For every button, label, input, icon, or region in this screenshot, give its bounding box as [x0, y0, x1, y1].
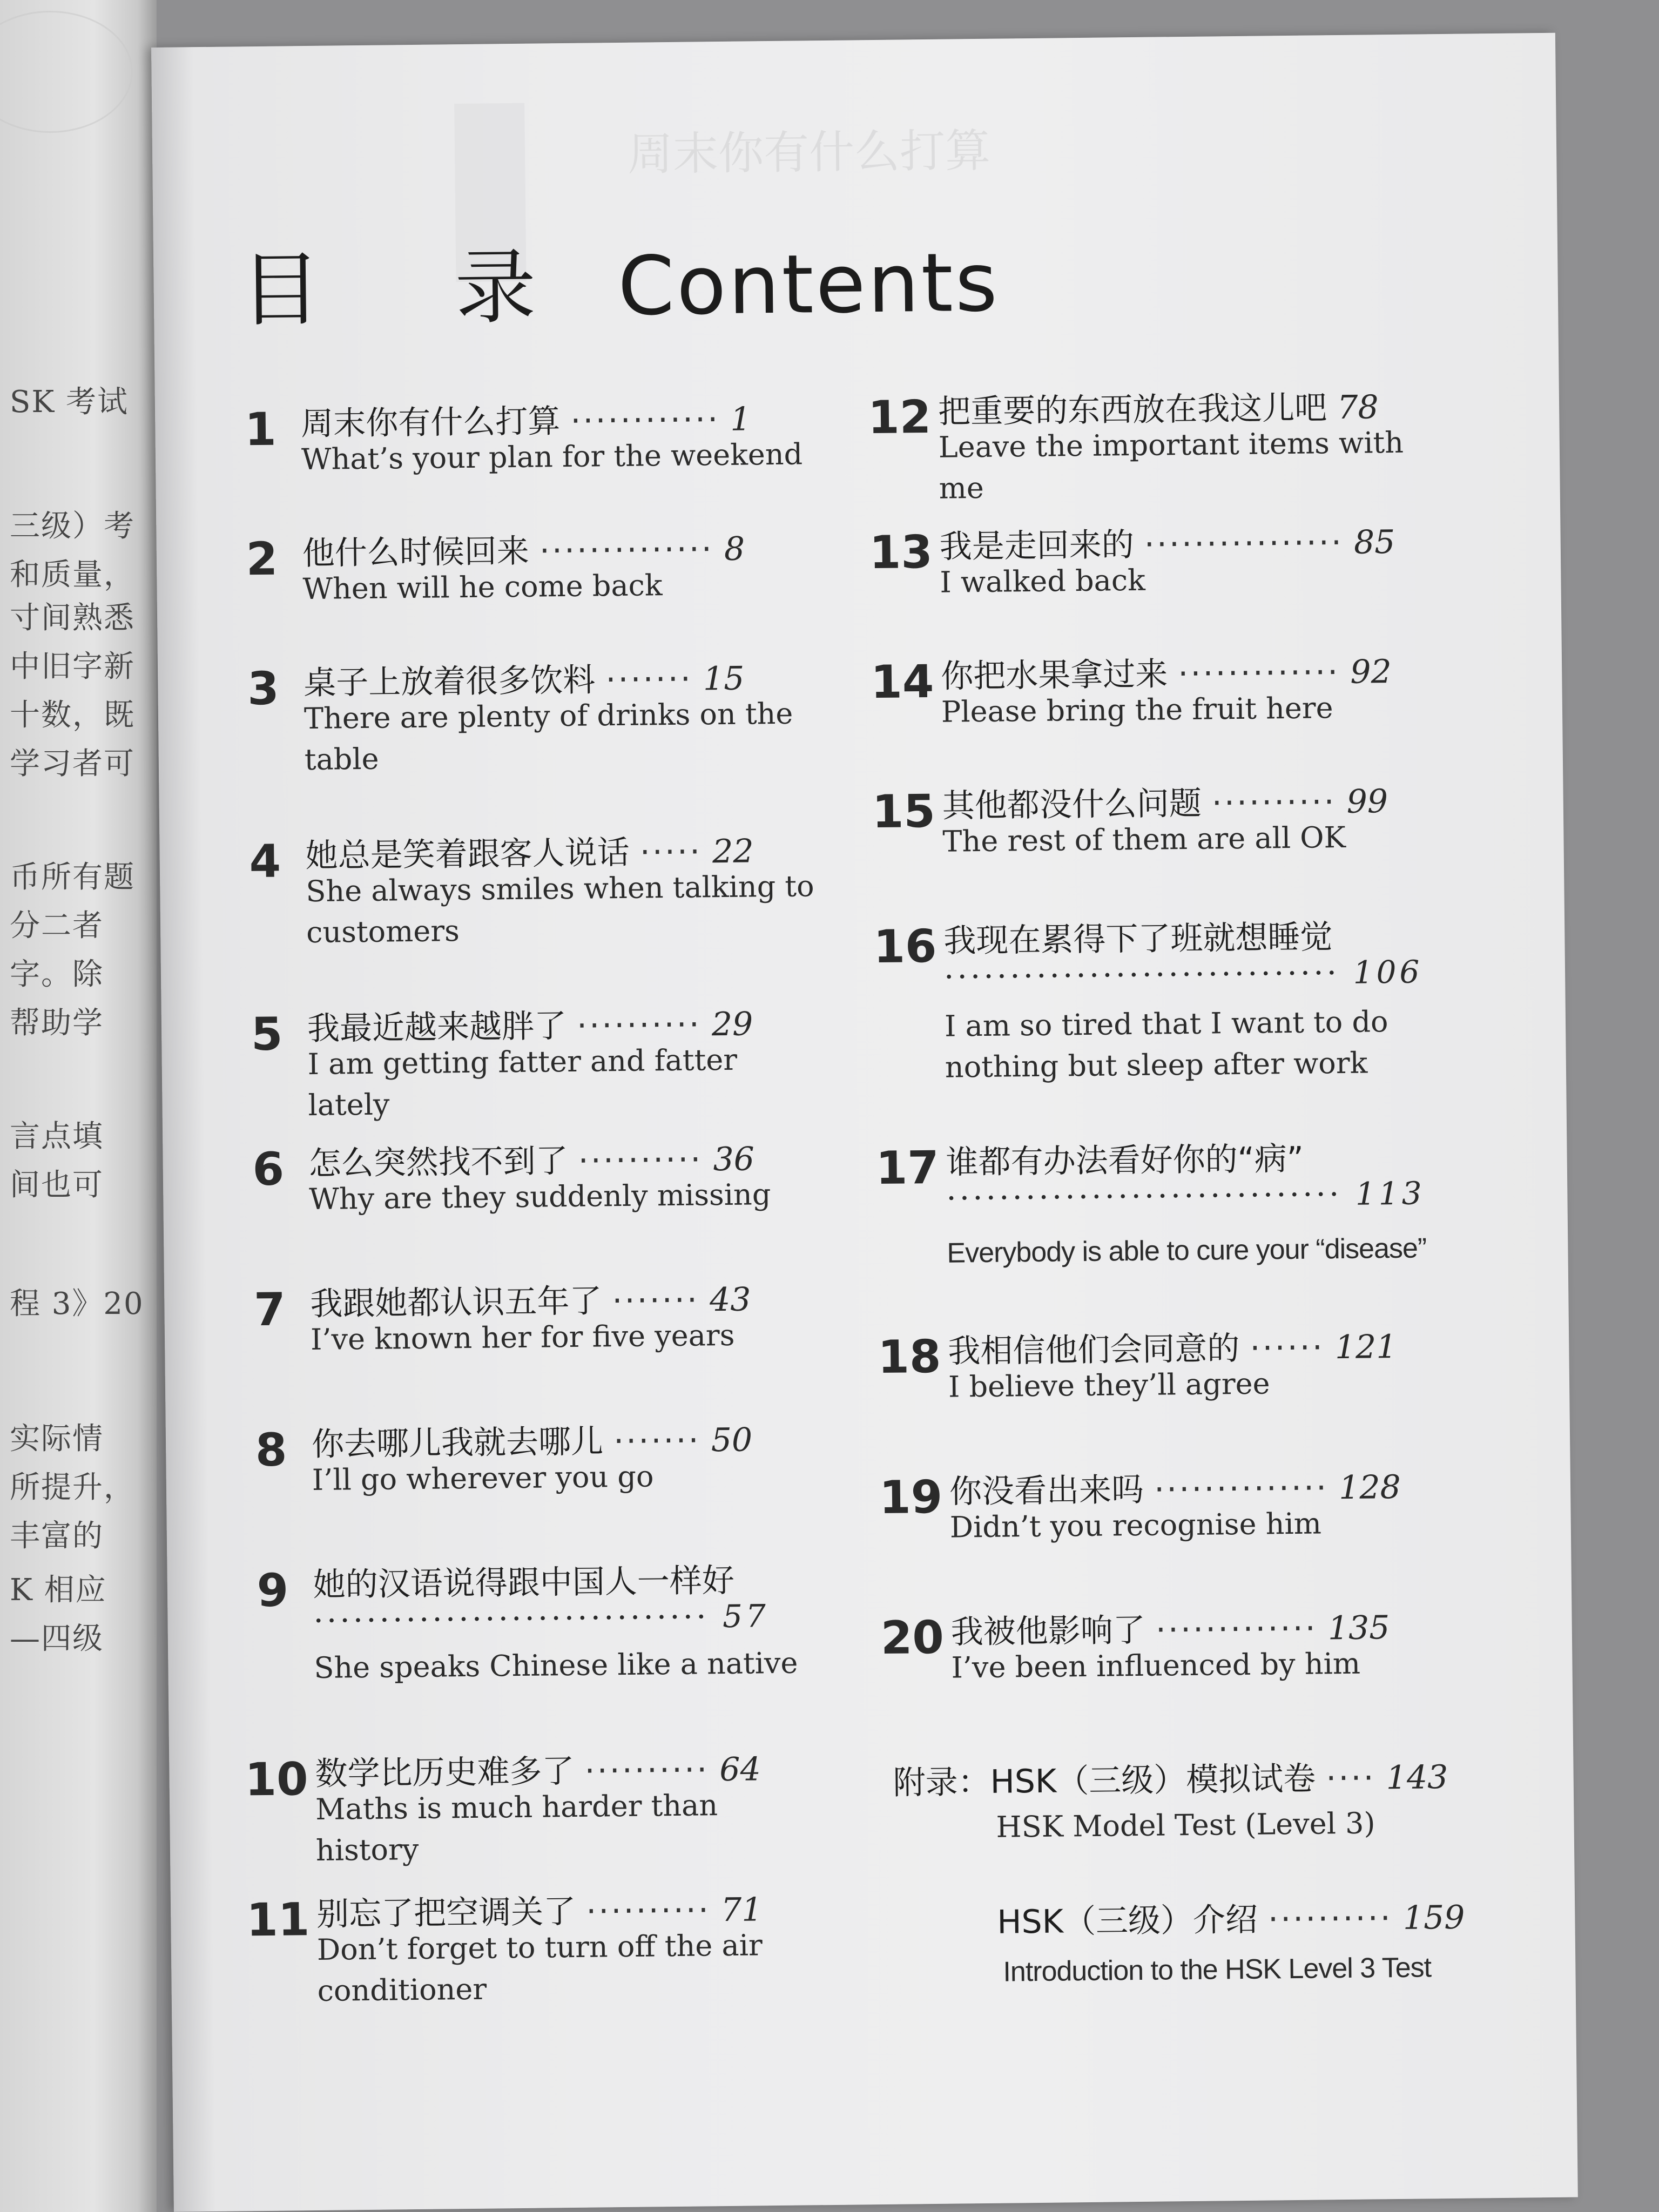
entry-number: 2: [246, 532, 278, 586]
left-page-fragment: 字。除: [10, 957, 104, 992]
toc-entry[interactable]: [872, 779, 1466, 859]
left-page-fragment: 实际情: [10, 1421, 104, 1456]
entry-chinese-title: 怎么突然找不到了 ·········· 36: [308, 1140, 755, 1183]
toc-entry[interactable]: [869, 520, 1463, 599]
page-title: [239, 217, 1000, 342]
decorative-circle: [0, 11, 133, 133]
left-page-fragment: 和质量，: [10, 557, 135, 592]
entry-number: 19: [879, 1470, 943, 1525]
title-english: Contents: [617, 235, 1000, 334]
entry-number: 14: [870, 655, 934, 709]
entry-english-title: I am getting fatter and fatter lately: [307, 1042, 738, 1123]
entry-chinese-title: 我跟她都认识五年了 ······· 43: [310, 1280, 751, 1324]
entry-chinese-title: 你没看出来吗 ·············· 128: [949, 1468, 1401, 1511]
left-page-fragment: 三级）考: [10, 509, 135, 544]
entry-english-title: Why are they suddenly missing: [309, 1177, 771, 1217]
entry-english-title: The rest of them are all OK: [942, 820, 1346, 859]
left-page-fragment: K 相应: [10, 1573, 107, 1608]
toc-entry[interactable]: [242, 1558, 837, 1685]
toc-entry[interactable]: [245, 1747, 839, 1867]
entry-number: 13: [869, 525, 933, 579]
entry-number: 12: [867, 390, 932, 444]
entry-chinese-title: 他什么时候回来 ·············· 8: [302, 530, 745, 573]
entry-english-title: Don’t forget to turn off the air conditioner: [316, 1928, 763, 2008]
toc-entry[interactable]: [240, 1277, 834, 1357]
left-page-fragment: 言点填: [10, 1119, 104, 1154]
entry-chinese-title: 她的汉语说得跟中国人一样好: [313, 1561, 735, 1604]
toc-entry[interactable]: [873, 914, 1467, 1084]
toc-entry[interactable]: [241, 1418, 835, 1498]
entry-number: 7: [253, 1283, 286, 1337]
entry-number: 3: [247, 662, 280, 716]
entry-number: 5: [251, 1007, 283, 1061]
entry-number: 18: [877, 1330, 941, 1384]
entry-chinese-title: 别忘了把空调关了 ·········· 71: [316, 1891, 763, 1933]
entry-chinese-title: 我现在累得下了班就想睡觉: [943, 918, 1333, 960]
toc-entry[interactable]: [246, 1887, 840, 2008]
entry-dot-leader: ······························ 57: [313, 1597, 770, 1640]
previous-page-edge: [0, 0, 157, 2212]
appendix-chinese-title: HSK（三级）介绍 ·········· 159: [997, 1898, 1465, 1941]
appendix-english-title: HSK Model Test (Level 3): [996, 1806, 1375, 1844]
entry-english-title: Maths is much harder than history: [315, 1788, 718, 1867]
toc-entry[interactable]: [870, 650, 1465, 729]
entry-chinese-title: 其他都没什么问题 ·········· 99: [942, 783, 1388, 825]
toc-entry[interactable]: [867, 385, 1462, 505]
entry-chinese-title: 把重要的东西放在我这儿吧 78: [938, 388, 1379, 431]
left-page-fragment: 间也可: [10, 1168, 104, 1203]
entry-chinese-title: 数学比历史难多了 ·········· 64: [315, 1750, 761, 1793]
entry-english-title: What’s your plan for the weekend: [301, 437, 803, 477]
entry-chinese-title: 你把水果拿过来 ············· 92: [940, 653, 1392, 696]
entry-chinese-title: 周末你有什么打算 ············ 1: [300, 400, 751, 443]
left-page-fragment: 十数，既: [10, 698, 135, 733]
toc-entry[interactable]: [235, 829, 829, 950]
title-chinese: 目 录: [239, 240, 591, 338]
entry-dot-leader: ······························ 113: [946, 1175, 1425, 1217]
entry-english-title: She speaks Chinese like a native: [314, 1645, 798, 1685]
entry-number: 4: [249, 834, 281, 888]
entry-number: 20: [880, 1610, 945, 1665]
contents-page: [151, 33, 1578, 2212]
entry-number: 16: [873, 919, 937, 974]
entry-english-title: Please bring the fruit here: [941, 691, 1333, 729]
entry-number: 10: [245, 1752, 309, 1806]
left-page-fragment: 程 3》20: [10, 1286, 144, 1321]
entry-english-title: I’ll go wherever you go: [312, 1459, 654, 1498]
toc-entry[interactable]: [880, 1605, 1474, 1685]
toc-entry[interactable]: [875, 1136, 1469, 1269]
toc-entry[interactable]: [231, 397, 825, 477]
left-page-fragment: 丰富的: [10, 1519, 104, 1554]
toc-entry[interactable]: [233, 656, 827, 777]
toc-entry[interactable]: [238, 1137, 832, 1217]
toc-entry[interactable]: [237, 1002, 831, 1123]
entry-english-title: I believe they’ll agree: [948, 1366, 1270, 1404]
toc-entry[interactable]: [877, 1325, 1472, 1404]
left-page-fragment: 学习者可: [10, 746, 135, 781]
left-page-fragment: —四级: [10, 1621, 104, 1656]
left-page-fragment: 帮助学: [10, 1006, 104, 1041]
left-page-fragment: 币所有题: [10, 860, 135, 895]
toc-entry[interactable]: [232, 527, 826, 606]
appendix-chinese-title: 附录：HSK（三级）模拟试卷 ···· 143: [893, 1758, 1448, 1802]
entry-english-title: Everybody is able to cure your “disease”: [947, 1232, 1427, 1269]
entry-english-title: I walked back: [940, 563, 1146, 599]
left-page-fragment: 寸间熟悉: [10, 601, 135, 636]
entry-english-title: I’ve known her for five years: [310, 1318, 735, 1357]
entry-chinese-title: 我被他影响了 ············· 135: [950, 1609, 1390, 1651]
entry-number: 17: [875, 1141, 940, 1195]
entry-number: 11: [246, 1893, 310, 1947]
entry-number: 8: [255, 1423, 287, 1477]
entry-english-title: There are plenty of drinks on the table: [304, 696, 793, 777]
entry-number: 15: [872, 784, 936, 839]
toc-entry[interactable]: [879, 1465, 1473, 1545]
left-page-fragment: 所提升，: [10, 1470, 135, 1505]
entry-chinese-title: 我是走回来的 ················ 85: [939, 523, 1395, 566]
entry-chinese-title: 我相信他们会同意的 ······ 121: [948, 1327, 1397, 1371]
left-page-fragment: 分二者: [10, 908, 104, 943]
entry-number: 6: [252, 1142, 285, 1196]
entry-english-title: When will he come back: [302, 568, 663, 606]
appendix-english-title: Introduction to the HSK Level 3 Test: [1003, 1952, 1432, 1988]
entry-number: 1: [244, 402, 277, 456]
entry-english-title: I’ve been influenced by him: [951, 1646, 1361, 1685]
entry-english-title: Leave the important items with me: [938, 425, 1404, 505]
entry-chinese-title: 谁都有办法看好你的“病”: [946, 1139, 1304, 1182]
entry-number: 9: [257, 1563, 289, 1617]
entry-chinese-title: 桌子上放着很多饮料 ······· 15: [303, 659, 745, 703]
entry-english-title: Didn’t you recognise him: [949, 1506, 1322, 1545]
entry-dot-leader: ······························ 106: [943, 953, 1423, 995]
entry-chinese-title: 她总是笑着跟客人说话 ····· 22: [305, 832, 754, 875]
bleed-through-text: 周末你有什么打算: [627, 124, 991, 181]
entry-chinese-title: 你去哪儿我就去哪儿 ······· 50: [311, 1421, 753, 1464]
entry-english-title: She always smiles when talking to customers: [306, 869, 814, 950]
entry-english-title: I am so tired that I want to do nothing but sleep after work: [944, 1004, 1388, 1084]
left-page-fragment: 中旧字新: [10, 649, 135, 684]
left-page-fragment: SK 考试: [10, 385, 129, 420]
entry-chinese-title: 我最近越来越胖了 ·········· 29: [307, 1005, 753, 1048]
